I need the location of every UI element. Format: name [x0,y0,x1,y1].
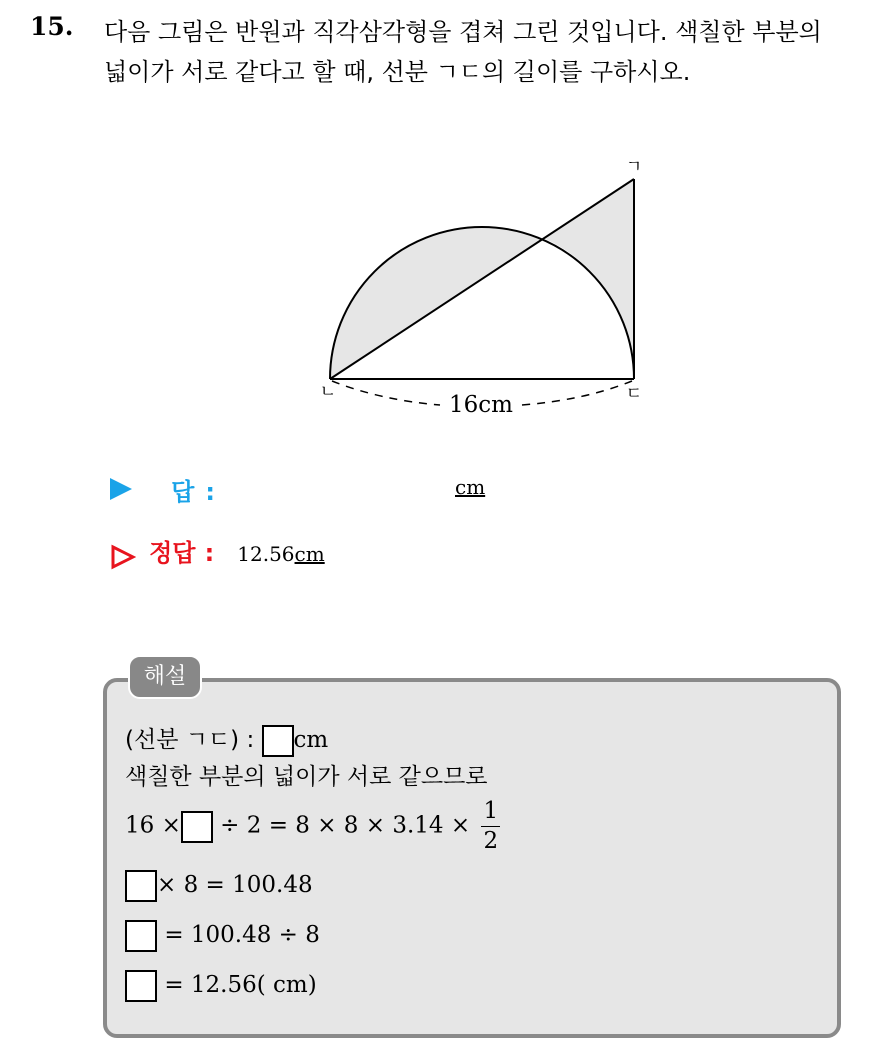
fraction-numerator: 1 [481,800,500,827]
solution-line1-prefix: (선분 ㄱㄷ) : [125,727,262,753]
solution-line4 [125,870,313,902]
question-text-line2: 넓이가 서로 같다고 할 때, 선분 ㄱㄷ의 길이를 구하시오. [104,58,691,86]
blank-box [125,970,157,1002]
correct-unit: cm [294,542,325,566]
solution-line6 [125,970,317,1002]
correct-colon: : [204,539,215,567]
blank-box [125,870,157,902]
solution-line3-b: ÷ 2 = 8 × 8 × 3.14 × [220,812,471,839]
geometry-figure [300,150,680,420]
solution-tag: 해설 [128,655,202,699]
blank-box [125,920,157,952]
solution-line3 [125,800,500,853]
blank-box [262,725,294,757]
fraction-denominator: 2 [483,828,499,854]
solution-line5-text: = 100.48 ÷ 8 [164,922,320,948]
solution-line5 [125,920,320,952]
solution-line1-suffix: cm [293,727,329,753]
solution-line1 [125,721,328,757]
solution-line6-text: = 12.56( cm) [164,972,317,998]
solution-line4-text: × 8 = 100.48 [157,872,313,898]
answer-input[interactable] [455,475,485,499]
answer-row [110,472,215,507]
answer-label: 답 [171,478,195,506]
dimension-dash-right [522,381,632,405]
vertex-label-top: ㄱ [625,157,643,177]
dimension-dash-left [332,381,440,405]
correct-arrow-icon [110,544,136,570]
solution-line3-a: 16 × [125,812,181,839]
blank-box [181,811,213,843]
vertex-label-right: ㄷ [625,384,643,404]
correct-value: 12.56 [237,542,295,566]
question-text-line1: 다음 그림은 반원과 직각삼각형을 겹쳐 그린 것입니다. 색칠한 부분의 [104,18,822,46]
answer-arrow-icon [110,478,132,500]
vertex-label-left: ㄴ [319,382,337,402]
answer-unit: cm [455,475,486,499]
correct-answer-row [110,533,325,570]
question-number: 15. [30,12,74,41]
answer-colon: : [205,478,215,506]
base-length-label: 16cm [449,392,513,418]
solution-line2: 색칠한 부분의 넓이가 서로 같으므로 [125,764,488,790]
correct-label: 정답 [149,539,196,567]
fraction [481,800,500,853]
